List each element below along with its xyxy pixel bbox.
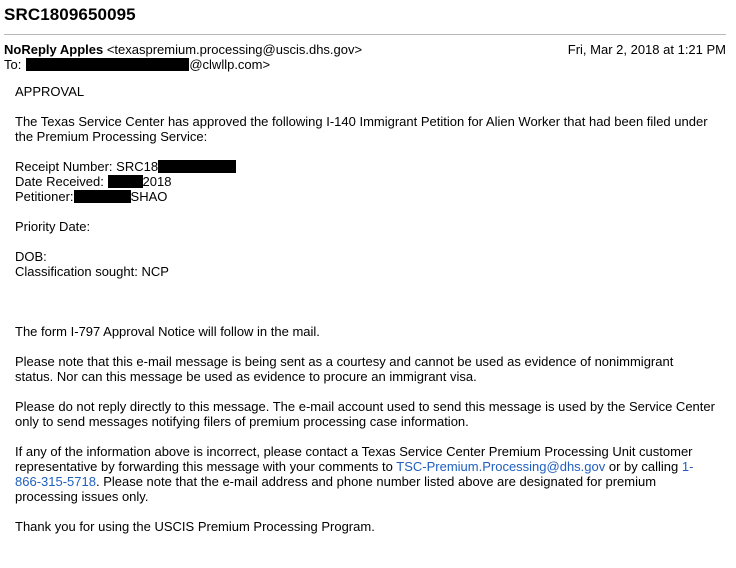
priority-date-line: Priority Date: xyxy=(15,219,91,234)
recipient-line xyxy=(4,57,270,72)
to-label: To: xyxy=(4,57,22,72)
petitioner-label: Petitioner: xyxy=(15,189,74,204)
contact-text-mid: or by calling xyxy=(605,459,682,474)
header-divider xyxy=(4,34,726,35)
petitioner-line xyxy=(15,189,715,204)
contact-phone-link[interactable]: 1-866-315-5718 xyxy=(15,459,694,489)
email-body xyxy=(15,84,715,534)
sender-address[interactable]: <texaspremium.processing@uscis.dhs.gov> xyxy=(106,42,363,57)
contact-text-end: . Please note that the e-mail address and phone number listed above are designated for premium processing issues only. xyxy=(15,474,657,504)
date-received-year: 2018 xyxy=(142,174,172,189)
receipt-number-label: Receipt Number: SRC18 xyxy=(15,159,159,174)
date-received-label: Date Received: xyxy=(15,174,108,189)
courtesy-paragraph: Please note that this e-mail message is being sent as a courtesy and cannot be used as evidence of nonimmigrant status. Nor can this message be used as evidence to procure an immigrant visa. xyxy=(15,354,674,384)
recipient-redaction xyxy=(26,58,189,71)
recipient-address-suffix[interactable]: @clwllp.com> xyxy=(189,57,271,72)
thanks-paragraph: Thank you for using the USCIS Premium Processing Program. xyxy=(15,519,375,534)
contact-paragraph xyxy=(15,444,715,504)
date-received-line xyxy=(15,174,715,189)
intro-paragraph: The Texas Service Center has approved the following I-140 Immigrant Petition for Alien Worker that had been filed under the Premium Processing Service: xyxy=(15,114,708,144)
email-date: Fri, Mar 2, 2018 at 1:21 PM xyxy=(567,42,726,57)
contact-text-intro: If any of the information above is incorrect, please contact a Texas Service Center Premium Processing Unit customer representative by forwarding this message with your comments to xyxy=(15,444,693,474)
receipt-number-line xyxy=(15,159,715,174)
dob-line: DOB: xyxy=(15,249,47,264)
classification-line: Classification sought: NCP xyxy=(15,264,169,279)
petitioner-surname: SHAO xyxy=(130,189,168,204)
email-subject: SRC1809650095 xyxy=(4,5,136,24)
sender-name[interactable]: NoReply Apples xyxy=(4,42,104,57)
contact-email-link[interactable]: TSC-Premium.Processing@dhs.gov xyxy=(396,459,606,474)
sender-line xyxy=(4,42,362,57)
approval-heading: APPROVAL xyxy=(15,84,85,99)
no-reply-paragraph: Please do not reply directly to this message. The e-mail account used to send this message is used by the Service Center only to send messages notifying filers of premium processing case information. xyxy=(15,399,715,429)
receipt-redaction xyxy=(158,160,236,173)
approval-notice-paragraph: The form I-797 Approval Notice will follow in the mail. xyxy=(15,324,320,339)
date-redaction xyxy=(108,175,143,188)
petitioner-redaction xyxy=(74,190,131,203)
